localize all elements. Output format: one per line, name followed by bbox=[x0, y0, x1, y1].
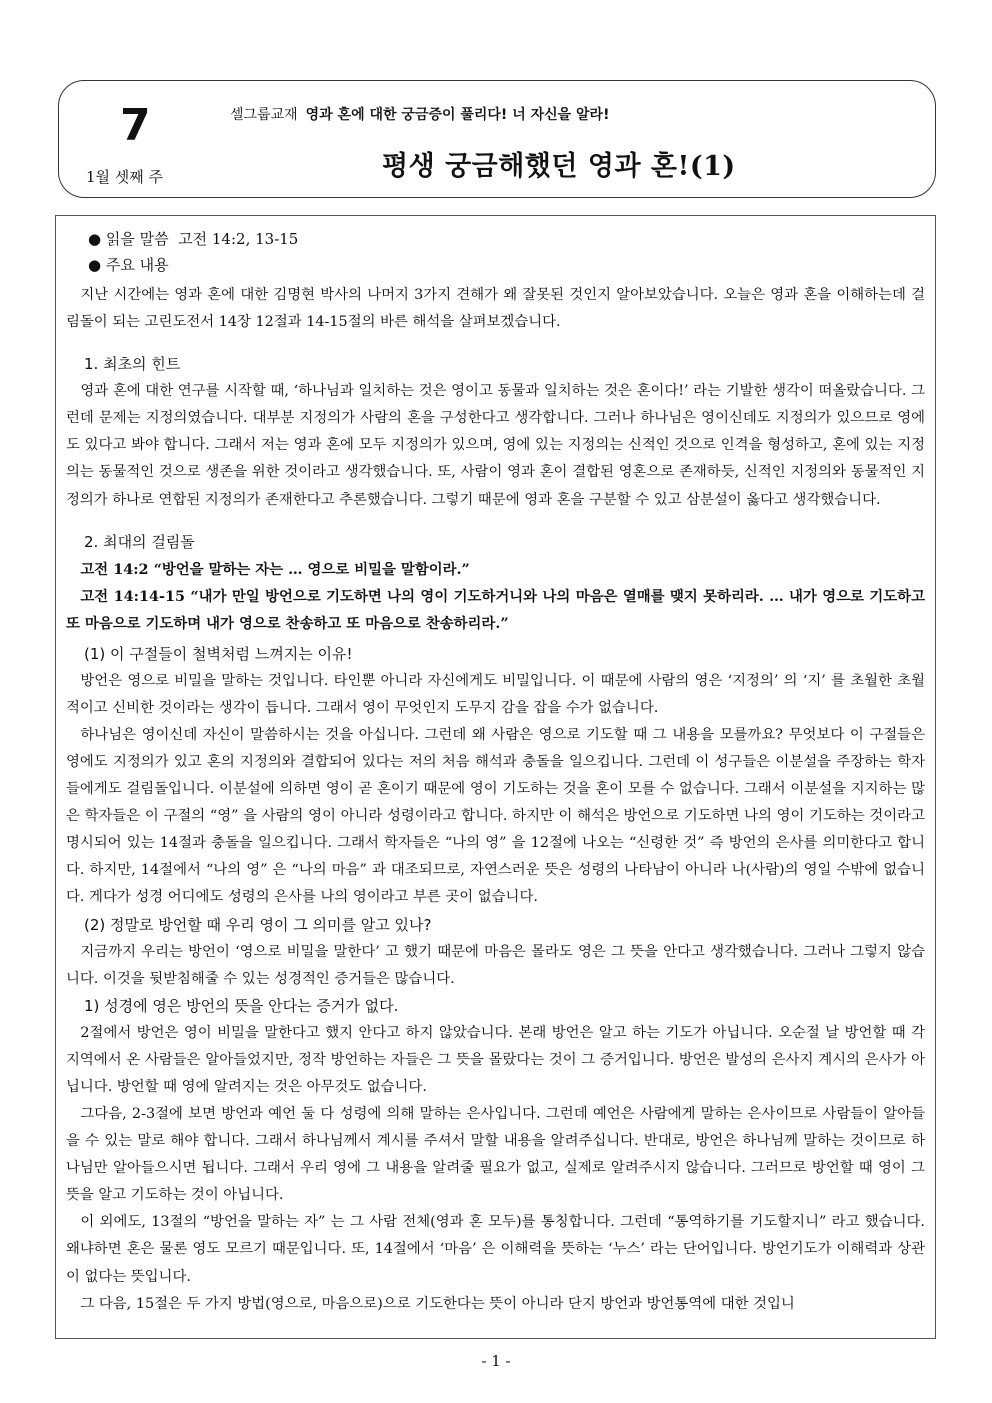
intro-paragraph: 지난 시간에는 영과 혼에 대한 김명현 박사의 나머지 3가지 견해가 왜 잘못된 것인지 알아보았습니다. 오늘은 영과 혼을 이해하는데 걸림돌이 되는 고린도전서 14장 12절과 14-15절의 바른 해석을 살펴보겠습니다. bbox=[66, 287, 925, 331]
series-title: 영과 혼에 대한 궁금증이 풀리다! 너 자신을 알라! bbox=[305, 107, 610, 123]
series-line bbox=[230, 104, 609, 124]
section2-heading: 2. 최대의 걸림돌 bbox=[84, 532, 195, 551]
sub2-paragraph-1: 지금까지 우리는 방언이 ‘영으로 비밀을 말한다’ 고 했기 때문에 마음은 몰라도 영은 그 뜻을 안다고 생각했습니다. 그러나 그렇지 않습니다. 이것을 뒷받침해줄 수 있는 성경적인 증거들은 많습니다. bbox=[66, 943, 925, 987]
week-label: 1월 셋째 주 bbox=[86, 168, 164, 186]
reading-ref: 고전 14:2, 13-15 bbox=[178, 230, 299, 248]
sub1-paragraph-1: 방언은 영으로 비밀을 말하는 것입니다. 타인뿐 아니라 자신에게도 비밀입니다. 이 때문에 사람의 영은 ‘지정의’ 의 ‘지’ 를 초월한 초월적이고 신비한 것이라는 생각이 듭니다. 그래서 영이 무엇인지 도무지 감을 잡을 수가 없습니다. bbox=[66, 672, 925, 716]
reading-line bbox=[66, 226, 925, 252]
series-label: 셀그룹교재 bbox=[230, 107, 298, 123]
sub3-paragraph-2: 그다음, 2-3절에 보면 방언과 예언 둘 다 성령에 의해 말하는 은사입니다. 그런데 예언은 사람에게 말하는 은사이므로 사람들이 알아들을 수 있는 말로 해야 합니다. 그래서 하나님께서 계시를 주셔서 말할 내용을 알려주십니다. 반대로, 방언은 하나님께 말하는 것이므로 하나님만 알아들으시면 됩니다. 그래서 우리 영에 그 내용을 알려줄 필요가 없고, 실제로 알려주시지 않습니다. 그러므로 방언할 때 영이 그 뜻을 알고 기도하는 것이 아닙니다. bbox=[66, 1105, 925, 1204]
content-box bbox=[55, 215, 936, 1339]
subheading-1: (1) 이 구절들이 철벽처럼 느껴지는 이유! bbox=[84, 644, 353, 663]
page-title: 평생 궁금해했던 영과 혼!(1) bbox=[382, 151, 736, 182]
section1-heading: 1. 최초의 힌트 bbox=[84, 355, 181, 374]
sub3-paragraph-1: 2절에서 방언은 영이 비밀을 말한다고 했지 안다고 하지 않았습니다. 본래 방언은 알고 하는 기도가 아닙니다. 오순절 날 방언할 때 각 지역에서 온 사람들은 알아들었지만, 정작 방언하는 자들은 그 뜻을 몰랐다는 것이 그 증거입니다. 방언은 발성의 은사지 계시의 은사가 아닙니다. 방언할 때 영에 알려지는 것은 아무것도 없습니다. bbox=[66, 1024, 925, 1095]
section1-paragraph: 영과 혼에 대한 연구를 시작할 때, ‘하나님과 일치하는 것은 영이고 동물과 일치하는 것은 혼이다!’ 라는 기발한 생각이 떠올랐습니다. 그런데 문제는 지정의였습니다. 대부분 지정의가 사람의 혼을 구성한다고 생각합니다. 그러나 하나님은 영이신데도 지정의가 있으므로 영에도 있다고 봐야 합니다. 그래서 저는 영과 혼에 모두 지정의가 있으며, 영에 있는 지정의는 신적인 것으로 인격을 형성하고, 혼에 있는 지정의는 동물적인 것으로 생존을 위한 것이라고 생각했습니다. 또, 사람이 영과 혼이 결합된 영혼으로 존재하듯, 신적인 지정의와 동물적인 지정의가 하나로 연합된 지정의가 존재한다고 추론했습니다. 그렇기 때문에 영과 혼을 구분할 수 있고 삼분설이 옳다고 생각했습니다. bbox=[66, 383, 925, 508]
main-label: ● 주요 내용 bbox=[88, 256, 169, 274]
quote-1: 고전 14:2 “방언을 말하는 자는 … 영으로 비밀을 말함이라.” bbox=[80, 560, 470, 578]
subheading-2: (2) 정말로 방언할 때 우리 영이 그 의미를 알고 있나? bbox=[84, 915, 432, 934]
sub3-paragraph-3: 이 외에도, 13절의 “방언을 말하는 자” 는 그 사람 전체(영과 혼 모두)를 통칭합니다. 그런데 “통역하기를 기도할지니” 라고 했습니다. 왜냐하면 혼은 물론 영도 모르기 때문입니다. 또, 14절에서 ‘마음’ 은 이해력을 뜻하는 ‘누스’ 라는 단어입니다. 방언기도가 이해력과 상관이 없다는 뜻입니다. bbox=[66, 1214, 925, 1285]
subheading-3: 1) 성경에 영은 방언의 뜻을 안다는 증거가 없다. bbox=[84, 996, 399, 1015]
reading-label: ● 읽을 말씀 bbox=[88, 230, 169, 248]
sub1-paragraph-2: 하나님은 영이신데 자신이 말씀하시는 것을 아십니다. 그런데 왜 사람은 영으로 기도할 때 그 내용을 모를까요? 무엇보다 이 구절들은 영에도 지정의가 있고 혼의 지정의와 결합되어 있다는 저의 처음 해석과 충돌을 일으킵니다. 그런데 이 성구들은 이분설을 주장하는 학자들에게도 걸림돌입니다. 이분설에 의하면 영이 곧 혼이기 때문에 영이 기도하는 것을 혼이 모를 수 없습니다. 그래서 이분설을 지지하는 많은 학자들은 이 구절의 “영” 을 사람의 영이 아니라 성령이라고 합니다. 하지만 이 해석은 방언으로 기도하면 나의 영이 기도하는 것이라고 명시되어 있는 14절과 충돌을 일으킵니다. 그래서 학자들은 “나의 영” 을 12절에 나오는 “신령한 것” 즉 방언의 은사를 의미한다고 합니다. 하지만, 14절에서 “나의 영” 은 “나의 마음” 과 대조되므로, 자연스러운 뜻은 성령의 나타남이 아니라 나(사람)의 영일 수밖에 없습니다. 게다가 성경 어디에도 성령의 은사를 나의 영이라고 부른 곳이 없습니다. bbox=[66, 726, 925, 906]
quote-2: 고전 14:14-15 “내가 만일 방언으로 기도하면 나의 영이 기도하거니와 나의 마음은 열매를 맺지 못하리라. … 내가 영으로 기도하고 또 마음으로 기도하며 내가 영으로 찬송하고 또 마음으로 찬송하리라.” bbox=[66, 587, 925, 632]
lesson-number: 7 bbox=[120, 100, 151, 151]
sub3-paragraph-4: 그 다음, 15절은 두 가지 방법(영으로, 마음으로)으로 기도한다는 뜻이 아니라 단지 방언과 방언통역에 대한 것입니 bbox=[80, 1295, 795, 1312]
page-number: - 1 - bbox=[481, 1352, 511, 1370]
